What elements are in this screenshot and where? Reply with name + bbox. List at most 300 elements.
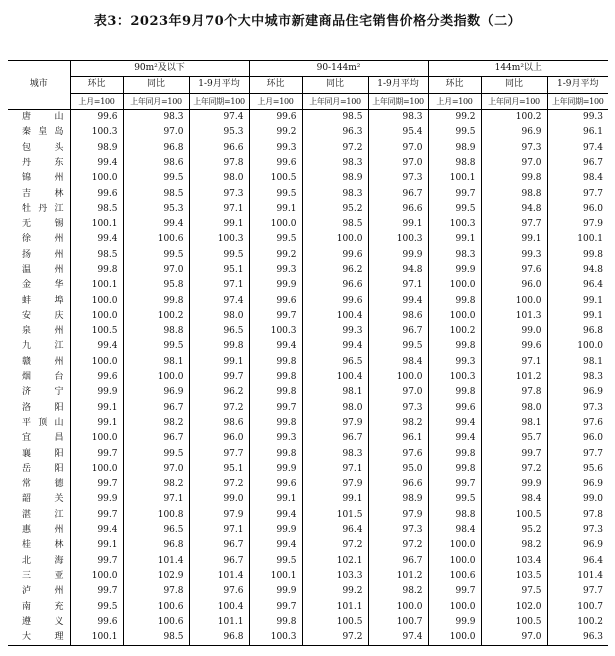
value-cell: 100.0 — [70, 355, 123, 370]
value-cell: 98.5 — [302, 217, 368, 232]
value-cell: 99.1 — [368, 217, 428, 232]
value-cell: 100.0 — [368, 599, 428, 614]
value-cell: 96.7 — [123, 431, 189, 446]
value-cell: 100.6 — [123, 615, 189, 630]
value-cell: 99.5 — [428, 125, 481, 140]
metric-header: 1-9月平均 — [189, 77, 249, 93]
value-cell: 99.6 — [70, 370, 123, 385]
value-cell: 97.7 — [189, 446, 249, 461]
city-cell: 韶关 — [22, 494, 64, 505]
value-cell: 98.9 — [428, 140, 481, 155]
table-row — [8, 554, 608, 569]
group-header: 90-144m² — [249, 61, 428, 77]
table-row — [8, 171, 608, 186]
value-cell: 103.4 — [481, 554, 547, 569]
value-cell: 96.0 — [547, 202, 608, 217]
value-cell: 97.8 — [123, 584, 189, 599]
value-cell: 98.4 — [547, 171, 608, 186]
value-cell: 99.5 — [428, 492, 481, 507]
value-cell: 100.4 — [302, 309, 368, 324]
value-cell: 99.1 — [189, 355, 249, 370]
value-cell: 98.1 — [123, 355, 189, 370]
value-cell: 99.6 — [249, 109, 302, 125]
table-body — [8, 109, 608, 645]
value-cell: 98.5 — [123, 630, 189, 646]
value-cell: 99.8 — [428, 446, 481, 461]
value-cell: 96.7 — [302, 431, 368, 446]
value-cell: 96.3 — [302, 125, 368, 140]
base-header: 上年同期=100 — [368, 93, 428, 109]
city-cell: 济宁 — [22, 387, 64, 398]
value-cell: 95.3 — [123, 202, 189, 217]
value-cell: 97.4 — [368, 630, 428, 646]
value-cell: 98.1 — [302, 385, 368, 400]
value-cell: 97.8 — [189, 156, 249, 171]
value-cell: 95.0 — [368, 462, 428, 477]
value-cell: 99.9 — [428, 263, 481, 278]
value-cell: 97.1 — [481, 355, 547, 370]
value-cell: 97.3 — [368, 523, 428, 538]
value-cell: 97.2 — [368, 538, 428, 553]
value-cell: 97.1 — [368, 278, 428, 293]
city-cell: 平顶山 — [22, 417, 64, 428]
value-cell: 98.2 — [368, 584, 428, 599]
value-cell: 101.3 — [481, 309, 547, 324]
value-cell: 100.0 — [302, 232, 368, 247]
value-cell: 99.0 — [189, 492, 249, 507]
group-header: 144m²以上 — [428, 61, 608, 77]
value-cell: 98.6 — [368, 309, 428, 324]
value-cell: 97.2 — [481, 462, 547, 477]
value-cell: 99.5 — [123, 446, 189, 461]
value-cell: 98.5 — [123, 186, 189, 201]
value-cell: 99.6 — [302, 248, 368, 263]
value-cell: 96.5 — [189, 324, 249, 339]
value-cell: 100.0 — [123, 370, 189, 385]
table-row — [8, 217, 608, 232]
value-cell: 97.2 — [302, 630, 368, 646]
value-cell: 99.8 — [249, 416, 302, 431]
value-cell: 97.6 — [481, 263, 547, 278]
value-cell: 96.0 — [547, 431, 608, 446]
base-header: 上月=100 — [249, 93, 302, 109]
value-cell: 99.4 — [70, 156, 123, 171]
value-cell: 99.8 — [428, 385, 481, 400]
value-cell: 99.8 — [249, 615, 302, 630]
table-row — [8, 630, 608, 646]
value-cell: 99.7 — [70, 508, 123, 523]
base-header: 上年同月=100 — [481, 93, 547, 109]
value-cell: 97.8 — [547, 508, 608, 523]
value-cell: 100.8 — [123, 508, 189, 523]
value-cell: 99.4 — [249, 339, 302, 354]
value-cell: 100.0 — [428, 309, 481, 324]
value-cell: 97.0 — [368, 156, 428, 171]
value-cell: 99.9 — [481, 477, 547, 492]
table-row — [8, 508, 608, 523]
city-cell: 泸州 — [22, 586, 64, 597]
value-cell: 98.2 — [123, 416, 189, 431]
value-cell: 98.3 — [368, 109, 428, 125]
value-cell: 97.3 — [481, 140, 547, 155]
value-cell: 97.0 — [123, 462, 189, 477]
value-cell: 99.7 — [481, 446, 547, 461]
value-cell: 100.1 — [70, 630, 123, 646]
value-cell: 97.3 — [189, 186, 249, 201]
value-cell: 99.5 — [249, 186, 302, 201]
value-cell: 98.2 — [368, 416, 428, 431]
city-cell: 三亚 — [22, 570, 64, 581]
table-row — [8, 202, 608, 217]
city-cell: 襄阳 — [22, 448, 64, 459]
table-title: 表3：2023年9月70个大中城市新建商品住宅销售价格分类指数（二） — [93, 14, 522, 29]
value-cell: 96.4 — [302, 523, 368, 538]
value-cell: 97.0 — [481, 630, 547, 646]
value-cell: 99.1 — [189, 217, 249, 232]
table-row — [8, 186, 608, 201]
value-cell: 99.8 — [189, 339, 249, 354]
value-cell: 99.4 — [70, 339, 123, 354]
value-cell: 99.1 — [481, 232, 547, 247]
value-cell: 97.7 — [481, 217, 547, 232]
value-cell: 99.1 — [302, 492, 368, 507]
table-row — [8, 109, 608, 125]
value-cell: 95.1 — [189, 462, 249, 477]
value-cell: 97.6 — [189, 584, 249, 599]
table-row — [8, 370, 608, 385]
value-cell: 100.0 — [428, 278, 481, 293]
city-cell: 大理 — [22, 632, 64, 643]
value-cell: 100.0 — [428, 599, 481, 614]
value-cell: 99.6 — [70, 109, 123, 125]
value-cell: 99.9 — [70, 385, 123, 400]
value-cell: 99.8 — [428, 293, 481, 308]
value-cell: 98.0 — [189, 309, 249, 324]
value-cell: 99.4 — [249, 538, 302, 553]
value-cell: 99.4 — [70, 232, 123, 247]
value-cell: 97.6 — [368, 446, 428, 461]
value-cell: 99.0 — [547, 492, 608, 507]
value-cell: 98.0 — [189, 171, 249, 186]
value-cell: 98.3 — [302, 446, 368, 461]
value-cell: 96.8 — [547, 324, 608, 339]
value-cell: 98.3 — [428, 248, 481, 263]
value-cell: 96.7 — [368, 324, 428, 339]
value-cell: 97.1 — [189, 202, 249, 217]
value-cell: 96.9 — [481, 125, 547, 140]
value-cell: 99.1 — [70, 416, 123, 431]
city-cell: 丹东 — [22, 157, 64, 168]
value-cell: 99.5 — [123, 248, 189, 263]
value-cell: 96.6 — [302, 278, 368, 293]
value-cell: 97.4 — [189, 293, 249, 308]
value-cell: 96.9 — [123, 385, 189, 400]
city-cell: 无锡 — [22, 219, 64, 230]
city-cell: 遵义 — [22, 616, 64, 627]
value-cell: 98.5 — [302, 109, 368, 125]
value-cell: 99.7 — [70, 446, 123, 461]
value-cell: 98.9 — [368, 492, 428, 507]
value-cell: 97.9 — [302, 477, 368, 492]
value-cell: 96.9 — [547, 477, 608, 492]
city-cell: 赣州 — [22, 356, 64, 367]
city-cell: 泉州 — [22, 326, 64, 337]
value-cell: 100.0 — [547, 339, 608, 354]
value-cell: 100.4 — [302, 370, 368, 385]
value-cell: 96.8 — [189, 630, 249, 646]
table-row — [8, 615, 608, 630]
value-cell: 96.4 — [547, 278, 608, 293]
value-cell: 98.3 — [302, 186, 368, 201]
table-row — [8, 599, 608, 614]
value-cell: 96.2 — [189, 385, 249, 400]
value-cell: 99.5 — [428, 202, 481, 217]
value-cell: 100.0 — [368, 370, 428, 385]
value-cell: 99.9 — [70, 492, 123, 507]
value-cell: 100.6 — [428, 569, 481, 584]
value-cell: 95.7 — [481, 431, 547, 446]
value-cell: 97.5 — [481, 584, 547, 599]
value-cell: 100.1 — [547, 232, 608, 247]
value-cell: 98.0 — [302, 401, 368, 416]
table-row — [8, 125, 608, 140]
value-cell: 99.4 — [123, 217, 189, 232]
value-cell: 99.3 — [249, 140, 302, 155]
value-cell: 99.6 — [249, 156, 302, 171]
value-cell: 101.1 — [189, 615, 249, 630]
metric-header: 1-9月平均 — [547, 77, 608, 93]
value-cell: 97.2 — [189, 401, 249, 416]
value-cell: 100.3 — [249, 324, 302, 339]
value-cell: 99.3 — [249, 431, 302, 446]
value-cell: 97.2 — [302, 140, 368, 155]
value-cell: 102.1 — [302, 554, 368, 569]
city-cell: 北海 — [22, 555, 64, 566]
price-index-table — [8, 60, 608, 646]
value-cell: 100.5 — [481, 508, 547, 523]
value-cell: 99.5 — [189, 248, 249, 263]
value-cell: 99.7 — [70, 477, 123, 492]
value-cell: 98.8 — [123, 324, 189, 339]
value-cell: 95.2 — [302, 202, 368, 217]
value-cell: 96.9 — [547, 538, 608, 553]
value-cell: 100.5 — [481, 615, 547, 630]
value-cell: 96.7 — [547, 156, 608, 171]
value-cell: 99.1 — [428, 232, 481, 247]
value-cell: 100.6 — [123, 599, 189, 614]
value-cell: 99.7 — [428, 584, 481, 599]
table-row — [8, 584, 608, 599]
value-cell: 97.3 — [547, 523, 608, 538]
value-cell: 98.2 — [481, 538, 547, 553]
value-cell: 97.1 — [189, 523, 249, 538]
value-cell: 103.3 — [302, 569, 368, 584]
value-cell: 99.4 — [249, 508, 302, 523]
value-cell: 97.7 — [547, 446, 608, 461]
city-cell: 惠州 — [22, 525, 64, 536]
value-cell: 99.3 — [302, 324, 368, 339]
value-cell: 100.0 — [70, 431, 123, 446]
table-row — [8, 401, 608, 416]
value-cell: 100.1 — [249, 569, 302, 584]
city-cell: 牡丹江 — [22, 203, 64, 214]
city-cell: 吉林 — [22, 188, 64, 199]
value-cell: 96.7 — [123, 401, 189, 416]
value-cell: 96.7 — [189, 554, 249, 569]
metric-header: 同比 — [123, 77, 189, 93]
value-cell: 99.7 — [189, 370, 249, 385]
metric-header: 环比 — [70, 77, 123, 93]
value-cell: 97.9 — [368, 508, 428, 523]
value-cell: 97.6 — [547, 416, 608, 431]
table-row — [8, 140, 608, 155]
table-row — [8, 309, 608, 324]
value-cell: 99.6 — [302, 293, 368, 308]
value-cell: 94.8 — [481, 202, 547, 217]
table-row — [8, 385, 608, 400]
city-cell: 扬州 — [22, 249, 64, 260]
value-cell: 99.8 — [249, 355, 302, 370]
value-cell: 99.3 — [249, 263, 302, 278]
value-cell: 99.2 — [249, 248, 302, 263]
value-cell: 96.8 — [123, 538, 189, 553]
city-cell: 南充 — [22, 601, 64, 612]
value-cell: 97.7 — [547, 584, 608, 599]
value-cell: 96.6 — [368, 202, 428, 217]
base-header: 上月=100 — [428, 93, 481, 109]
city-cell: 九江 — [22, 341, 64, 352]
value-cell: 101.2 — [481, 370, 547, 385]
value-cell: 99.7 — [70, 554, 123, 569]
table-row — [8, 538, 608, 553]
value-cell: 98.9 — [70, 140, 123, 155]
value-cell: 99.4 — [302, 339, 368, 354]
value-cell: 100.7 — [368, 615, 428, 630]
value-cell: 100.0 — [249, 217, 302, 232]
value-cell: 98.6 — [123, 156, 189, 171]
value-cell: 99.8 — [481, 171, 547, 186]
value-cell: 99.6 — [481, 339, 547, 354]
value-cell: 99.5 — [249, 232, 302, 247]
value-cell: 96.6 — [368, 477, 428, 492]
base-header: 上年同期=100 — [189, 93, 249, 109]
city-cell: 唐山 — [22, 112, 64, 123]
value-cell: 98.4 — [481, 492, 547, 507]
value-cell: 100.0 — [70, 293, 123, 308]
value-cell: 96.1 — [368, 431, 428, 446]
value-cell: 99.1 — [70, 538, 123, 553]
value-cell: 100.7 — [547, 599, 608, 614]
value-cell: 98.8 — [481, 186, 547, 201]
value-cell: 101.2 — [368, 569, 428, 584]
value-cell: 99.5 — [123, 339, 189, 354]
value-cell: 96.2 — [302, 263, 368, 278]
table-row — [8, 355, 608, 370]
value-cell: 100.6 — [123, 232, 189, 247]
metric-header: 环比 — [428, 77, 481, 93]
value-cell: 99.8 — [249, 385, 302, 400]
city-cell: 桂林 — [22, 540, 64, 551]
value-cell: 97.0 — [368, 385, 428, 400]
value-cell: 100.0 — [428, 538, 481, 553]
value-cell: 98.3 — [302, 156, 368, 171]
value-cell: 100.1 — [428, 171, 481, 186]
metric-header: 1-9月平均 — [368, 77, 428, 93]
value-cell: 98.8 — [428, 156, 481, 171]
value-cell: 98.0 — [481, 401, 547, 416]
value-cell: 97.3 — [547, 401, 608, 416]
value-cell: 99.4 — [428, 431, 481, 446]
value-cell: 100.2 — [428, 324, 481, 339]
value-cell: 98.4 — [368, 355, 428, 370]
city-cell: 湛江 — [22, 509, 64, 520]
value-cell: 99.4 — [368, 293, 428, 308]
table-row — [8, 416, 608, 431]
value-cell: 100.2 — [123, 309, 189, 324]
value-cell: 101.5 — [302, 508, 368, 523]
value-cell: 99.7 — [428, 477, 481, 492]
value-cell: 98.3 — [123, 109, 189, 125]
value-cell: 99.6 — [70, 615, 123, 630]
value-cell: 97.9 — [547, 217, 608, 232]
value-cell: 99.6 — [70, 186, 123, 201]
value-cell: 96.4 — [547, 554, 608, 569]
value-cell: 99.6 — [249, 477, 302, 492]
value-cell: 95.2 — [481, 523, 547, 538]
value-cell: 99.1 — [547, 309, 608, 324]
table-row — [8, 339, 608, 354]
value-cell: 96.3 — [547, 630, 608, 646]
value-cell: 99.9 — [368, 248, 428, 263]
value-cell: 98.5 — [70, 202, 123, 217]
value-cell: 99.9 — [249, 462, 302, 477]
value-cell: 99.7 — [249, 401, 302, 416]
city-cell: 锦州 — [22, 173, 64, 184]
table-row — [8, 446, 608, 461]
city-cell: 岳阳 — [22, 463, 64, 474]
value-cell: 100.5 — [302, 615, 368, 630]
value-cell: 97.3 — [368, 401, 428, 416]
city-cell: 常德 — [22, 479, 64, 490]
value-cell: 99.5 — [249, 554, 302, 569]
value-cell: 100.0 — [70, 462, 123, 477]
value-cell: 96.7 — [189, 538, 249, 553]
value-cell: 99.5 — [368, 339, 428, 354]
value-cell: 96.9 — [547, 385, 608, 400]
value-cell: 99.8 — [249, 446, 302, 461]
value-cell: 99.2 — [302, 584, 368, 599]
value-cell: 99.8 — [547, 248, 608, 263]
value-cell: 100.5 — [249, 171, 302, 186]
base-header: 上年同月=100 — [123, 93, 189, 109]
city-cell: 安庆 — [22, 310, 64, 321]
value-cell: 96.1 — [547, 125, 608, 140]
value-cell: 95.6 — [547, 462, 608, 477]
base-header: 上年同期=100 — [547, 93, 608, 109]
value-cell: 99.6 — [428, 401, 481, 416]
value-cell: 100.0 — [70, 309, 123, 324]
value-cell: 94.8 — [547, 263, 608, 278]
value-cell: 96.6 — [189, 140, 249, 155]
value-cell: 98.6 — [189, 416, 249, 431]
value-cell: 99.7 — [249, 599, 302, 614]
value-cell: 100.4 — [189, 599, 249, 614]
value-cell: 98.2 — [123, 477, 189, 492]
value-cell: 95.1 — [189, 263, 249, 278]
value-cell: 99.1 — [70, 401, 123, 416]
value-cell: 97.0 — [368, 140, 428, 155]
city-header: 城市 — [8, 61, 70, 110]
